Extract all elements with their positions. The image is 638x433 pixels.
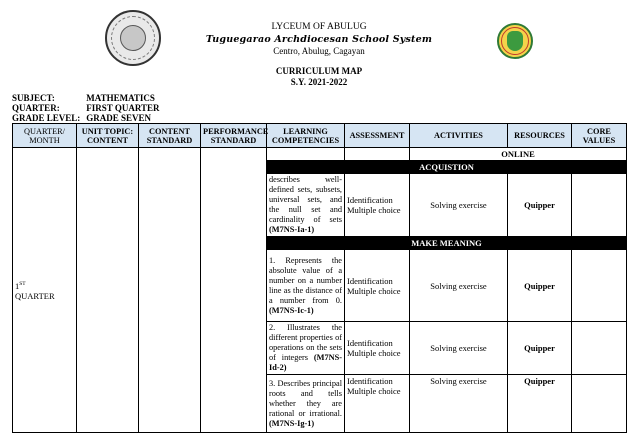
competency-cell: 1. Represents the absolute value of a number on a number line as the distance of a number from 0. (M7NS-Ic-1)	[267, 250, 345, 322]
quarter-cell	[13, 148, 77, 433]
performance-standard-cell	[201, 148, 267, 433]
subject-label: SUBJECT:	[12, 93, 55, 103]
section-make-meaning: MAKE MEANING	[267, 237, 627, 250]
assessment-cell: Identification Multiple choice	[345, 322, 410, 375]
assessment-cell: Identification Multiple choice	[345, 375, 410, 433]
activity-cell: Solving exercise	[410, 250, 508, 322]
school-system: Tuguegarao Archdiocesan School System	[205, 34, 433, 45]
online-blank-assess	[345, 148, 410, 161]
quarter-value: FIRST QUARTER	[86, 103, 160, 113]
competency-cell: describes well-defined sets, subsets, universal sets, and the null set and cardinality of sets (M7NS-Ia-1)	[267, 174, 345, 237]
online-blank-lc	[267, 148, 345, 161]
quarter-line	[12, 103, 160, 113]
assessment-cell: Identification Multiple choice	[345, 250, 410, 322]
grade-value: GRADE SEVEN	[86, 113, 152, 123]
col-activities: ACTIVITIES	[410, 124, 508, 148]
core-values-cell	[572, 174, 627, 237]
school-address: Centro, Abulug, Cagayan	[273, 46, 365, 56]
quarter-label: QUARTER:	[12, 103, 60, 113]
content-standard-cell	[139, 148, 201, 433]
assessment-cell: Identification Multiple choice	[345, 174, 410, 237]
online-label: ONLINE	[410, 148, 627, 161]
table-header-row	[13, 124, 627, 148]
activity-cell: Solving exercise	[410, 375, 508, 433]
grade-label: GRADE LEVEL:	[12, 113, 81, 123]
resource-cell: Quipper	[508, 375, 572, 433]
col-assessment: ASSESSMENT	[345, 124, 410, 148]
core-values-cell	[572, 322, 627, 375]
col-learning-competencies: LEARNING COMPETENCIES	[267, 124, 345, 148]
quarter-word: QUARTER	[15, 290, 55, 301]
competency-cell: 3. Describes principal roots and tells whether they are rational or irrational. (M7NS-Ig-1)	[267, 375, 345, 433]
competency-cell: 2. Illustrates the different properties of operations on the sets of integers (M7NS-Id-2)	[267, 322, 345, 375]
core-values-cell	[572, 375, 627, 433]
col-quarter-month: QUARTER/ MONTH	[13, 124, 77, 148]
school-year: S.Y. 2021-2022	[290, 77, 348, 87]
document-title: CURRICULUM MAP	[275, 66, 363, 76]
resource-cell: Quipper	[508, 322, 572, 375]
col-performance-standard: PERFORMANCE STANDARD	[201, 124, 267, 148]
grade-line	[12, 113, 151, 123]
section-acquisition: ACQUISTION	[267, 161, 627, 174]
subject-value: MATHEMATICS	[86, 93, 155, 103]
subject-line	[12, 93, 155, 103]
col-unit-topic: UNIT TOPIC: CONTENT	[77, 124, 139, 148]
curriculum-map-table	[12, 123, 627, 433]
online-row	[13, 148, 627, 161]
unit-topic-cell	[77, 148, 139, 433]
activity-cell: Solving exercise	[410, 322, 508, 375]
col-resources: RESOURCES	[508, 124, 572, 148]
activity-cell: Solving exercise	[410, 174, 508, 237]
resource-cell: Quipper	[508, 250, 572, 322]
quarter-number: 1	[15, 280, 20, 291]
col-core-values: CORE VALUES	[572, 124, 627, 148]
school-name: LYCEUM OF ABULUG	[271, 22, 367, 32]
quarter-suffix: ST	[19, 281, 26, 288]
col-content-standard: CONTENT STANDARD	[139, 124, 201, 148]
resource-cell: Quipper	[508, 174, 572, 237]
core-values-cell	[572, 250, 627, 322]
